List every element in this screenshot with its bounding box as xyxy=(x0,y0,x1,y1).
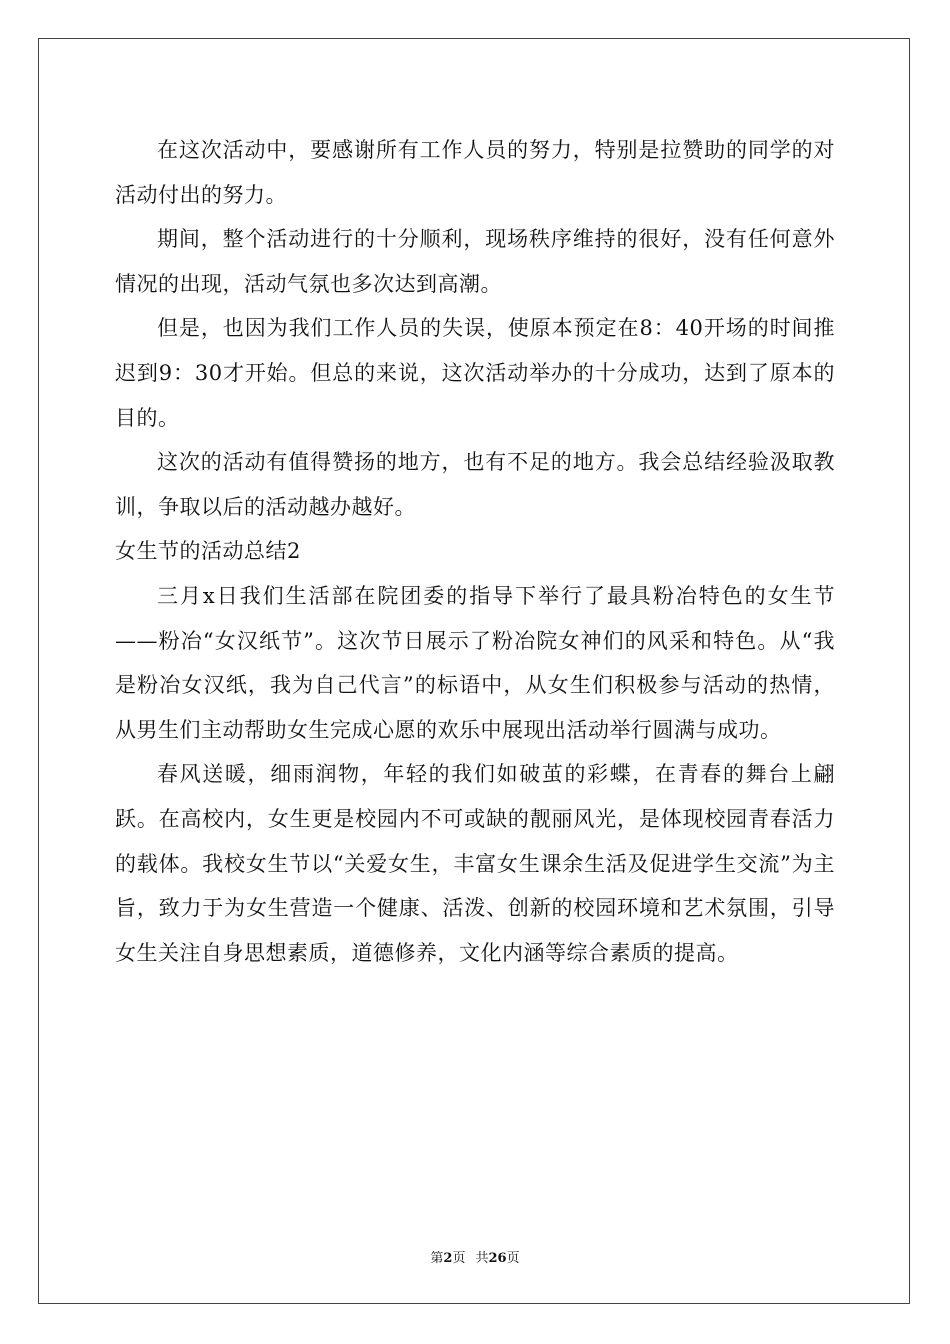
page-footer xyxy=(0,1247,950,1266)
total-suffix: 页 xyxy=(506,1251,520,1266)
page-current-number: 2 xyxy=(443,1251,453,1266)
paragraph-thanks: 在这次活动中，要感谢所有工作人员的努力，特别是拉赞助的同学的对活动付出的努力。 xyxy=(115,138,835,207)
paragraph-lessons: 这次的活动有值得赞扬的地方，也有不足的地方。我会总结经验汲取教训，争取以后的活动越办越好。 xyxy=(115,450,835,519)
page-prefix: 第 xyxy=(430,1251,444,1266)
total-prefix: 共 xyxy=(475,1251,489,1266)
paragraph-spring: 春风送暖，细雨润物，年轻的我们如破茧的彩蝶，在青春的舞台上翩跃。在高校内，女生更是校园内不可或缺的靓丽风光，是体现校园青春活力的载体。我校女生节以“关爱女生，丰富女生课余生活及促进学生交流”为主旨，致力于为女生营造一个健康、活泼、创新的校园环境和艺术氛围，引导女生关注自身思想素质，道德修养，文化内涵等综合素质的提高。 xyxy=(115,762,835,965)
document-body xyxy=(115,128,835,975)
paragraph-girls-day: 三月x日我们生活部在院团委的指导下举行了最具粉冶特色的女生节——粉冶“女汉纸节”。这次节日展示了粉冶院女神们的风采和特色。从“我是粉冶女汉纸，我为自己代言”的标语中，从女生们积极参与活动的热情，从男生们主动帮助女生完成心愿的欢乐中展现出活动举行圆满与成功。 xyxy=(115,583,835,742)
page-total-number: 26 xyxy=(488,1251,507,1266)
section-heading: 女生节的活动总结2 xyxy=(115,539,301,564)
paragraph-smooth-progress: 期间，整个活动进行的十分顺利，现场秩序维持的很好，没有任何意外情况的出现，活动气氛也多次达到高潮。 xyxy=(115,227,835,296)
page-suffix: 页 xyxy=(452,1251,466,1266)
paragraph-delay: 但是，也因为我们工作人员的失误，使原本预定在8：40开场的时间推迟到9：30才开始。但总的来说，这次活动举办的十分成功，达到了原本的目的。 xyxy=(115,316,835,430)
